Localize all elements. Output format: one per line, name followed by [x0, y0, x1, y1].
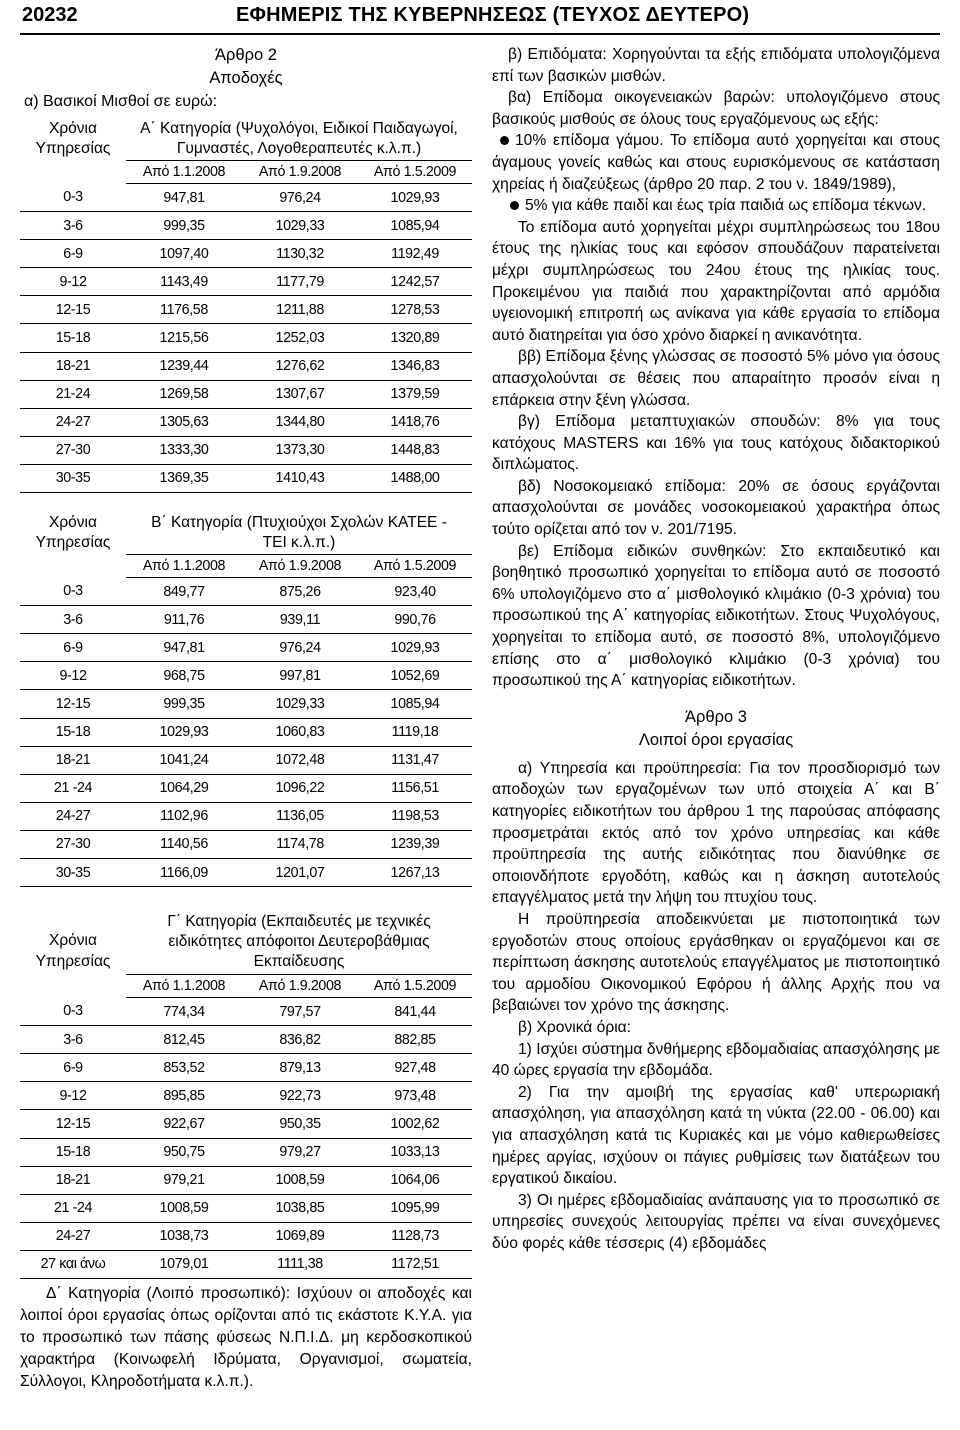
page-number: 20232	[22, 4, 78, 26]
years-range-cell: 6-9	[20, 1054, 126, 1082]
bullet-icon	[500, 136, 509, 145]
salary-cell: 1239,39	[358, 830, 472, 858]
table-a-header	[20, 119, 472, 160]
years-range-cell: 15-18	[20, 324, 126, 352]
article-2-subheading: Αποδοχές	[209, 69, 283, 87]
salary-cell: 1069,89	[242, 1222, 358, 1250]
salary-cell: 812,45	[126, 1026, 242, 1054]
salary-table-a	[20, 161, 472, 493]
salary-cell: 1064,29	[126, 774, 242, 802]
empty-cell	[20, 555, 126, 578]
years-range-cell: 12-15	[20, 690, 126, 718]
salary-cell: 976,24	[242, 634, 358, 662]
years-range-cell: 9-12	[20, 662, 126, 690]
salary-cell: 1201,07	[242, 858, 358, 886]
years-range-cell: 0-3	[20, 998, 126, 1026]
salary-cell: 1269,58	[126, 380, 242, 408]
salary-cell: 939,11	[242, 606, 358, 634]
years-range-cell: 30-35	[20, 464, 126, 492]
years-range-cell: 9-12	[20, 1082, 126, 1110]
salary-cell: 1267,13	[358, 858, 472, 886]
table-row	[20, 464, 472, 492]
salary-cell: 968,75	[126, 662, 242, 690]
salary-cell: 922,67	[126, 1110, 242, 1138]
gazette-title: ΕΦΗΜΕΡΙΣ ΤΗΣ ΚΥΒΕΡΝΗΣΕΩΣ (ΤΕΥΧΟΣ ΔΕΥΤΕΡΟ)	[236, 4, 750, 26]
salary-cell: 1128,73	[358, 1222, 472, 1250]
salary-cell: 1215,56	[126, 324, 242, 352]
salary-cell: 1079,01	[126, 1250, 242, 1278]
table-row	[20, 380, 472, 408]
salary-cell: 1131,47	[358, 746, 472, 774]
salary-cell: 1029,33	[242, 690, 358, 718]
salary-cell: 882,85	[358, 1026, 472, 1054]
years-range-cell: 3-6	[20, 1026, 126, 1054]
salary-cell: 1177,79	[242, 268, 358, 296]
category-c-title-3: Εκπαίδευσης	[253, 953, 345, 971]
date-header-cell: Από 1.1.2008	[126, 975, 242, 998]
table-row	[20, 718, 472, 746]
salary-cell: 1072,48	[242, 746, 358, 774]
table-row	[20, 578, 472, 606]
salary-cell: 1174,78	[242, 830, 358, 858]
salary-cell: 1002,62	[358, 1110, 472, 1138]
table-b-header	[20, 513, 472, 554]
date-header-cell: Από 1.1.2008	[126, 555, 242, 578]
left-column	[20, 44, 472, 1393]
service-label: Υπηρεσίας	[35, 140, 111, 157]
table-row	[20, 240, 472, 268]
salary-cell: 1008,59	[242, 1166, 358, 1194]
category-b-title-2: ΤΕΙ κ.λ.π.)	[262, 534, 336, 552]
dates-row	[20, 975, 472, 998]
salary-cell: 849,77	[126, 578, 242, 606]
salary-cell: 1008,59	[126, 1194, 242, 1222]
years-range-cell: 24-27	[20, 408, 126, 436]
salary-cell: 1029,93	[358, 634, 472, 662]
salary-cell: 1320,89	[358, 324, 472, 352]
salary-cell: 1111,38	[242, 1250, 358, 1278]
salary-cell: 1418,76	[358, 408, 472, 436]
salary-cell: 875,26	[242, 578, 358, 606]
years-range-cell: 9-12	[20, 268, 126, 296]
language-allowance-paragraph: ββ) Επίδομα ξένης γλώσσας σε ποσοστό 5% μόνο για όσους απασχολούνται σε θέσεις που απαραίτητο προσόν είναι η επάρκεια στην ξένη γλώσσα.	[492, 348, 940, 409]
salary-cell: 1095,99	[358, 1194, 472, 1222]
bullet-icon	[510, 201, 519, 210]
basic-salaries-intro: α) Βασικοί Μισθοί σε ευρώ:	[24, 93, 218, 110]
salary-cell: 997,81	[242, 662, 358, 690]
years-label: Χρόνια	[49, 120, 97, 137]
time-limits-heading: β) Χρονικά όρια:	[518, 1018, 632, 1036]
category-b-title: Β΄ Κατηγορία (Πτυχιούχοι Σχολών ΚΑΤΕΕ -	[151, 514, 447, 532]
family-allowance-paragraph: βα) Επίδομα οικογενειακών βαρών: υπολογιζόμενο στους βασικούς μισθούς σε όλους τους εργαζόμενους ως εξής:	[492, 89, 940, 128]
salary-cell: 1192,49	[358, 240, 472, 268]
salary-cell: 1156,51	[358, 774, 472, 802]
salary-cell: 950,35	[242, 1110, 358, 1138]
date-header-cell: Από 1.5.2009	[358, 161, 472, 184]
table-row	[20, 436, 472, 464]
years-range-cell: 18-21	[20, 1166, 126, 1194]
salary-cell: 1038,85	[242, 1194, 358, 1222]
table-row	[20, 1082, 472, 1110]
years-range-cell: 24-27	[20, 802, 126, 830]
salary-cell: 1252,03	[242, 324, 358, 352]
table-row	[20, 774, 472, 802]
bullet-marriage	[492, 130, 940, 195]
bullet-children-text: 5% για κάθε παιδί και έως τρία παιδιά ως επίδομα τέκνων.	[525, 197, 927, 215]
salary-cell: 1029,93	[358, 184, 472, 212]
salary-cell: 1136,05	[242, 802, 358, 830]
years-range-cell: 6-9	[20, 240, 126, 268]
date-header-cell: Από 1.9.2008	[242, 161, 358, 184]
salary-cell: 923,40	[358, 578, 472, 606]
service-label: Υπηρεσίας	[35, 953, 111, 971]
table-row	[20, 1138, 472, 1166]
salary-cell: 1410,43	[242, 464, 358, 492]
salary-cell: 1448,83	[358, 436, 472, 464]
postgrad-allowance-paragraph: βγ) Επίδομα μεταπτυχιακών σπουδών: 8% για τους κατόχους MASTERS και 16% για τους κατόχους διδακτορικού διπλώματος.	[492, 413, 940, 474]
salary-cell: 1038,73	[126, 1222, 242, 1250]
empty-cell	[20, 975, 126, 998]
header-rule	[20, 33, 940, 35]
dates-row	[20, 161, 472, 184]
salary-cell: 947,81	[126, 634, 242, 662]
category-d-paragraph: Δ΄ Κατηγορία (Λοιπό προσωπικό): Ισχύουν οι αποδοχές και λοιποί όροι εργασίας όπως ορίζονται από τις εκάστοτε Κ.Υ.Α. για το προσωπικό των πάσης φύσεως Ν.Π.Ι.Δ. μη κερδοσκοπικού χαρακτήρα (Κοινωφελή Ιδρύματα, Οργανισμοί, σωματεία, Σύλλογοι, Κληροδοτήματα κ.λ.π.).	[20, 1285, 472, 1390]
salary-cell: 950,75	[126, 1138, 242, 1166]
category-c-title: Γ΄ Κατηγορία (Εκπαιδευτές με τεχνικές	[167, 913, 431, 931]
bullet-children	[492, 195, 940, 217]
salary-cell: 1085,94	[358, 212, 472, 240]
hospital-allowance-paragraph: βδ) Νοσοκομειακό επίδομα: 20% σε όσους εργάζονται απασχολούνται σε μονάδες νοσοκομειακού χαρακτήρα όπως τούτο ορίζεται από τον ν. 201/7195.	[492, 477, 940, 539]
salary-cell: 1369,35	[126, 464, 242, 492]
table-row	[20, 352, 472, 380]
salary-cell: 1488,00	[358, 464, 472, 492]
bullet-marriage-text: 10% επίδομα γάμου. Το επίδομα αυτό χορηγείται και στους άγαμους γονείς καθώς και στους ευρισκόμενους σε κατάσταση χηρείας ή διαζεύξεως (άρθρο 20 παρ. 2 του ν. 1849/1989),	[492, 132, 940, 193]
salary-cell: 1176,58	[126, 296, 242, 324]
salary-cell: 1064,06	[358, 1166, 472, 1194]
salary-cell: 1172,51	[358, 1250, 472, 1278]
salary-cell: 1029,33	[242, 212, 358, 240]
prior-service-paragraph: Η προϋπηρεσία αποδεικνύεται με πιστοποιητικά των εργοδοτών στους οποίους εργάσθηκαν οι εργαζόμενοι και σε περίπτωση άσκησης αυτοτελούς επαγγέλματος με πιστοποιητικό του αρμοδίου Οικονομικού Εφόρου ή άλλης Αρχής που να βεβαιώνει τον χρόνο της άσκησης.	[492, 910, 940, 1015]
salary-cell: 1166,09	[126, 858, 242, 886]
salary-cell: 1276,62	[242, 352, 358, 380]
date-header-cell: Από 1.9.2008	[242, 555, 358, 578]
table-row	[20, 830, 472, 858]
table-row	[20, 606, 472, 634]
salary-cell: 1373,30	[242, 436, 358, 464]
salary-cell: 990,76	[358, 606, 472, 634]
years-range-cell: 6-9	[20, 634, 126, 662]
page-header	[0, 0, 960, 34]
salary-cell: 1085,94	[358, 690, 472, 718]
salary-cell: 1278,53	[358, 296, 472, 324]
salary-cell: 1239,44	[126, 352, 242, 380]
years-range-cell: 18-21	[20, 352, 126, 380]
time-limit-1: 1) Ισχύει σύστημα δνθήμερης εβδομαδιαίας απασχόλησης με 40 ώρες εργασία την εβδομάδα.	[492, 1040, 940, 1080]
date-header-cell: Από 1.5.2009	[358, 975, 472, 998]
service-label: Υπηρεσίας	[35, 534, 111, 552]
table-row	[20, 268, 472, 296]
allowances-paragraph: β) Επιδόματα: Χορηγούνται τα εξής επιδόματα υπολογιζόμενα επί των βασικών μισθών.	[492, 46, 940, 85]
years-range-cell: 24-27	[20, 1222, 126, 1250]
table-row	[20, 1250, 472, 1278]
salary-cell: 979,21	[126, 1166, 242, 1194]
salary-cell: 999,35	[126, 212, 242, 240]
salary-cell: 911,76	[126, 606, 242, 634]
years-range-cell: 30-35	[20, 858, 126, 886]
category-a-title: Α΄ Κατηγορία (Ψυχολόγοι, Ειδικοί Παιδαγωγοί,	[140, 120, 458, 137]
salary-cell: 1052,69	[358, 662, 472, 690]
salary-cell: 797,57	[242, 998, 358, 1026]
salary-cell: 1029,93	[126, 718, 242, 746]
time-limit-3: 3) Οι ημέρες εβδομαδιαίας ανάπαυσης για το προσωπικό σε υπηρεσίες συνεχούς λειτουργίας πρέπει να είναι συνεχόμενες δύο φορές κάθε τέσσερις (4) εβδομάδες	[492, 1191, 940, 1252]
years-range-cell: 21 -24	[20, 774, 126, 802]
salary-cell: 1344,80	[242, 408, 358, 436]
table-row	[20, 690, 472, 718]
category-a-title-2: Γυμναστές, Λογοθεραπευτές κ.λ.π.)	[176, 140, 422, 157]
dates-row	[20, 555, 472, 578]
table-row	[20, 1026, 472, 1054]
salary-cell: 1060,83	[242, 718, 358, 746]
table-row	[20, 1166, 472, 1194]
years-range-cell: 15-18	[20, 1138, 126, 1166]
table-row	[20, 1194, 472, 1222]
service-paragraph: α) Υπηρεσία και προϋπηρεσία: Για τον προσδιορισμό των αποδοχών των εργαζομένων των υπό στοιχεία Α΄ και Β΄ κατηγορίες ειδικοτήτων του άρθρου 1 της παρούσας απόφασης προσμετράται εκτός από τον χρόνο υπηρεσίας και κάθε προϋπηρεσία της αυτής ειδικότητας που διανύθηκε σε οποιονδήποτε εργοδότη, καθώς και η άσκηση αυτοτελούς επαγγέλματος μετά την λήψη του πτυχίου τους.	[492, 759, 940, 907]
table-row	[20, 324, 472, 352]
salary-cell: 841,44	[358, 998, 472, 1026]
date-header-cell: Από 1.1.2008	[126, 161, 242, 184]
table-row	[20, 998, 472, 1026]
time-limit-2: 2) Για την αμοιβή της εργασίας καθ' υπερωριακή απασχόληση, για απασχόληση κατά τη νύκτα (22.00 - 06.00) και για απασχόληση κατά τις Κυριακές και με νόμο καθιερωθείσες ημέρες αργίας, ισχύουν οι πάγιες ρυθμίσεις των διατάξεων του εργατικού δικαίου.	[492, 1083, 940, 1188]
salary-cell: 836,82	[242, 1026, 358, 1054]
children-allowance-paragraph: Το επίδομα αυτό χορηγείται μέχρι συμπληρώσεως του 18ου έτους της ηλικίας τους και εφόσον σπουδάζουν παρατείνεται μέχρι συμπληρώσεως του 24ου έτους της ηλικίας τους. Προκειμένου για παιδιά που χαρακτηρίζονται από αρμόδια υγειονομική επιτροπή ως ανίκανα για κάθε εργασία το επίδομα αυτό διατηρείται για όσο χρόνο διαρκεί η ανικανότητα.	[492, 218, 940, 344]
salary-cell: 1143,49	[126, 268, 242, 296]
salary-cell: 922,73	[242, 1082, 358, 1110]
salary-cell: 1096,22	[242, 774, 358, 802]
years-range-cell: 12-15	[20, 1110, 126, 1138]
years-range-cell: 3-6	[20, 606, 126, 634]
right-column	[492, 44, 940, 1254]
years-label: Χρόνια	[49, 514, 97, 532]
date-header-cell: Από 1.9.2008	[242, 975, 358, 998]
salary-cell: 976,24	[242, 184, 358, 212]
years-range-cell: 27-30	[20, 436, 126, 464]
years-range-cell: 3-6	[20, 212, 126, 240]
table-row	[20, 662, 472, 690]
table-row	[20, 746, 472, 774]
salary-cell: 1033,13	[358, 1138, 472, 1166]
years-range-cell: 21-24	[20, 380, 126, 408]
salary-cell: 895,85	[126, 1082, 242, 1110]
table-row	[20, 1222, 472, 1250]
salary-cell: 1211,88	[242, 296, 358, 324]
years-range-cell: 15-18	[20, 718, 126, 746]
salary-table-c	[20, 975, 472, 1279]
salary-cell: 1119,18	[358, 718, 472, 746]
years-range-cell: 0-3	[20, 184, 126, 212]
article-2-heading: Άρθρο 2	[215, 46, 277, 64]
special-conditions-paragraph: βε) Επίδομα ειδικών συνθηκών: Στο εκπαιδευτικό και βοηθητικό προσωπικό χορηγείται το επίδομα αυτό σε ποσοστό 6% υπολογιζόμενο στο α΄ μισθολογικό κλιμάκιο (0-3 χρόνια) του προσωπικού της Α΄ κατηγορίας ειδικοτήτων. Στους Ψυχολόγους, χορηγείται το επίδομα αυτό, σε ποσοστό 8%, υπολογιζόμενο επίσης στο α΄ μισθολογικό κλιμάκιο (0-3 χρόνια) του προσωπικού της Α΄ κατηγορίας ειδικοτήτων.	[492, 542, 940, 690]
table-row	[20, 296, 472, 324]
table-row	[20, 1110, 472, 1138]
salary-cell: 1333,30	[126, 436, 242, 464]
salary-cell: 1305,63	[126, 408, 242, 436]
salary-cell: 1307,67	[242, 380, 358, 408]
table-row	[20, 802, 472, 830]
salary-cell: 774,34	[126, 998, 242, 1026]
salary-cell: 1041,24	[126, 746, 242, 774]
years-range-cell: 21 -24	[20, 1194, 126, 1222]
salary-cell: 927,48	[358, 1054, 472, 1082]
salary-cell: 853,52	[126, 1054, 242, 1082]
date-header-cell: Από 1.5.2009	[358, 555, 472, 578]
years-range-cell: 27-30	[20, 830, 126, 858]
salary-cell: 1102,96	[126, 802, 242, 830]
years-range-cell: 27 και άνω	[20, 1250, 126, 1278]
salary-cell: 1242,57	[358, 268, 472, 296]
article-3-subheading: Λοιποί όροι εργασίας	[638, 730, 794, 749]
salary-cell: 973,48	[358, 1082, 472, 1110]
salary-cell: 879,13	[242, 1054, 358, 1082]
table-row	[20, 184, 472, 212]
years-range-cell: 18-21	[20, 746, 126, 774]
table-c-header	[20, 912, 472, 974]
table-row	[20, 1054, 472, 1082]
salary-cell: 947,81	[126, 184, 242, 212]
salary-cell: 1379,59	[358, 380, 472, 408]
salary-cell: 999,35	[126, 690, 242, 718]
years-range-cell: 12-15	[20, 296, 126, 324]
salary-cell: 1130,32	[242, 240, 358, 268]
years-label: Χρόνια	[49, 932, 97, 950]
table-row	[20, 408, 472, 436]
salary-cell: 1140,56	[126, 830, 242, 858]
salary-cell: 1097,40	[126, 240, 242, 268]
table-row	[20, 858, 472, 886]
table-row	[20, 634, 472, 662]
table-row	[20, 212, 472, 240]
category-c-title-2: ειδικότητες απόφοιτοι Δευτεροβάθμιας	[168, 933, 430, 951]
years-range-cell: 0-3	[20, 578, 126, 606]
salary-cell: 1346,83	[358, 352, 472, 380]
article-3-heading: Άρθρο 3	[685, 707, 747, 726]
salary-table-b	[20, 555, 472, 887]
salary-cell: 979,27	[242, 1138, 358, 1166]
empty-cell	[20, 161, 126, 184]
salary-cell: 1198,53	[358, 802, 472, 830]
